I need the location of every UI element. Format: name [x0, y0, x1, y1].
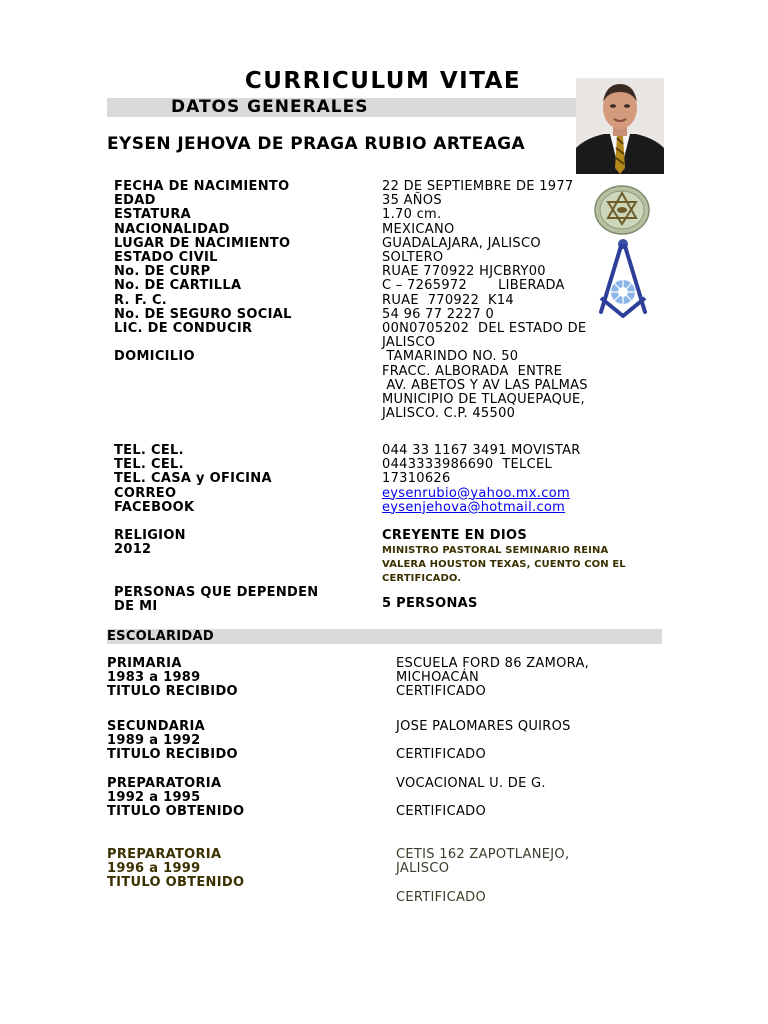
school-name: JALISCO	[396, 861, 450, 877]
contact-values	[382, 444, 581, 515]
education-school	[396, 720, 571, 763]
education-years: 1996 a 1999	[107, 861, 201, 877]
religion-values	[382, 529, 626, 586]
label-curp: No. DE CURP	[114, 264, 211, 280]
dependents-label-line: DE MI	[114, 599, 158, 615]
school-name: MICHOACÁN	[396, 670, 479, 686]
square-and-compass-icon	[597, 238, 649, 320]
education-school	[396, 848, 569, 905]
address-line: JALISCO. C.P. 45500	[382, 406, 516, 422]
value-social-security: 54 96 77 2227 0	[382, 306, 495, 322]
value-civil-status: SOLTERO	[382, 250, 444, 266]
education-title-label: TITULO OBTENIDO	[107, 875, 245, 891]
label-birthplace: LUGAR DE NACIMIENTO	[114, 235, 291, 251]
education-level: PREPARATORIA	[107, 847, 222, 862]
label-height: ESTATURA	[114, 207, 192, 223]
school-name: CETIS 162 ZAPOTLANEJO,	[396, 847, 570, 862]
education-block	[107, 657, 238, 700]
religion-labels	[114, 529, 186, 557]
person-name: EYSEN JEHOVA DE PRAGA RUBIO ARTEAGA	[107, 134, 526, 154]
label-social-security: No. DE SEGURO SOCIAL	[114, 306, 292, 322]
address-line: FRACC. ALBORADA ENTRE	[382, 363, 563, 379]
education-title-label: TITULO RECIBIDO	[107, 747, 238, 763]
value-birthdate: 22 DE SEPTIEMBRE DE 1977	[382, 179, 574, 194]
section-band-general	[107, 98, 577, 117]
section-title-general: DATOS GENERALES	[171, 97, 369, 117]
value-cellphone: 044 33 1167 3491 MOVISTAR	[382, 443, 581, 458]
label-rfc: R. F. C.	[114, 292, 168, 308]
portrait-photo	[576, 78, 664, 174]
school-name: ESCUELA FORD 86 ZAMORA,	[396, 656, 590, 671]
address-line: AV. ABETOS Y AV LAS PALMAS	[382, 377, 588, 393]
education-school	[396, 657, 589, 700]
education-block	[107, 848, 244, 891]
education-title-label: TITULO RECIBIDO	[107, 684, 238, 700]
label-cartilla: No. DE CARTILLA	[114, 278, 242, 294]
education-level: PRIMARIA	[107, 656, 182, 671]
value-birthplace: GUADALAJARA, JALISCO	[382, 235, 541, 251]
label-age: EDAD	[114, 193, 156, 209]
education-title-label: TITULO OBTENIDO	[107, 804, 245, 820]
general-labels	[114, 180, 292, 365]
label-civil-status: ESTADO CIVIL	[114, 250, 218, 266]
label-birthdate: FECHA DE NACIMIENTO	[114, 179, 290, 194]
school-name: JOSE PALOMARES QUIROS	[396, 719, 571, 734]
education-years: 1983 a 1989	[107, 670, 201, 686]
education-level: SECUNDARIA	[107, 719, 205, 734]
education-level: PREPARATORIA	[107, 776, 222, 791]
label-cellphone: TEL. CEL.	[114, 443, 184, 458]
all-seeing-eye-seal-icon	[594, 184, 650, 236]
certificate-value: CERTIFICADO	[396, 804, 486, 820]
certificate-value: CERTIFICADO	[396, 747, 486, 763]
dependents-value: 5 PERSONAS	[382, 596, 478, 611]
label-religion: RELIGION	[114, 528, 186, 543]
section-band-education	[107, 629, 662, 644]
education-school	[396, 777, 546, 820]
facebook-link[interactable]: eysenjehova@hotmail.com	[382, 499, 566, 515]
education-years: 1989 a 1992	[107, 733, 201, 749]
value-nationality: MEXICANO	[382, 221, 455, 237]
label-home-office-phone: TEL. CASA y OFICINA	[114, 471, 272, 487]
value-curp: RUAE 770922 HJCBRY00	[382, 264, 546, 280]
dependents-label	[114, 586, 319, 614]
value-drivers-license: 00N0705202 DEL ESTADO DE	[382, 321, 587, 337]
value-cellphone-2: 0443333986690 TELCEL	[382, 457, 553, 473]
label-address: DOMICILIO	[114, 349, 195, 365]
contact-labels	[114, 444, 272, 515]
document-title: CURRICULUM VITAE	[244, 68, 522, 94]
certificate-value: CERTIFICADO	[396, 684, 486, 700]
dependents-label-line: PERSONAS QUE DEPENDEN	[114, 585, 319, 600]
religion-note-line: CERTIFICADO.	[382, 573, 462, 585]
school-name: VOCACIONAL U. DE G.	[396, 776, 546, 791]
education-block	[107, 720, 238, 763]
label-year: 2012	[114, 542, 152, 558]
address-line: TAMARINDO NO. 50	[382, 349, 519, 365]
value-rfc: RUAE 770922 K14	[382, 292, 514, 308]
value-cartilla: C – 7265972 LIBERADA	[382, 278, 565, 294]
label-nationality: NACIONALIDAD	[114, 221, 230, 237]
religion-note-line: VALERA HOUSTON TEXAS, CUENTO CON EL	[382, 559, 626, 571]
value-height: 1.70 cm.	[382, 207, 442, 223]
value-home-office-phone: 17310626	[382, 471, 451, 487]
label-email: CORREO	[114, 485, 177, 501]
education-years: 1992 a 1995	[107, 790, 201, 806]
section-title-education: ESCOLARIDAD	[107, 629, 214, 644]
label-facebook: FACEBOOK	[114, 499, 195, 515]
value-age: 35 AÑOS	[382, 193, 442, 209]
certificate-value: CERTIFICADO	[396, 889, 486, 905]
value-religion: CREYENTE EN DIOS	[382, 528, 528, 543]
general-values	[382, 180, 588, 421]
value-drivers-license-state: JALISCO	[382, 335, 436, 351]
religion-note-line: MINISTRO PASTORAL SEMINARIO REINA	[382, 545, 609, 557]
label-cellphone-2: TEL. CEL.	[114, 457, 184, 473]
email-link[interactable]: eysenrubio@yahoo.mx.com	[382, 485, 570, 501]
education-block	[107, 777, 244, 820]
label-drivers-license: LIC. DE CONDUCIR	[114, 321, 253, 337]
address-line: MUNICIPIO DE TLAQUEPAQUE,	[382, 392, 585, 408]
